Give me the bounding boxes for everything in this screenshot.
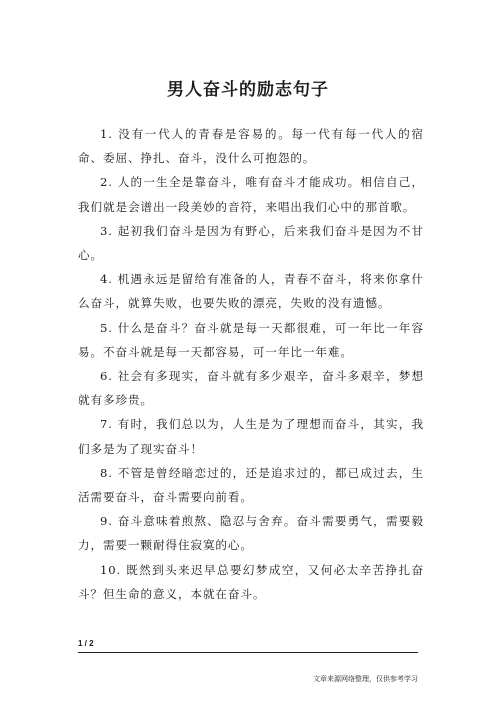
paragraph-8: 8. 不管是曾经暗恋过的，还是追求过的，都已成过去，生活需要奋斗，奋斗需要向前看。 [78, 465, 424, 505]
footer-note: 文章来源网络整理，仅供参考学习 [313, 675, 418, 683]
paragraph-7: 7. 有时，我们总以为，人生是为了理想而奋斗，其实，我们多是为了现实奋斗！ [78, 417, 424, 456]
paragraph-10: 10. 既然到头来迟早总要幻梦成空，又何必太辛苦挣扎奋斗？但生命的意义，本就在奋斗。 [78, 562, 424, 601]
paragraph-9: 9. 奋斗意味着煎熬、隐忍与舍弃。奋斗需要勇气，需要毅力，需要一颗耐得住寂寞的心。 [78, 514, 424, 553]
paragraph-1: 1. 没有一代人的青春是容易的。每一代有每一代人的宿命、委屈、挣扎、奋斗，没什么可抱怨的。 [78, 127, 424, 166]
paragraph-4: 4. 机遇永远是留给有准备的人，青春不奋斗，将来你拿什么奋斗，就算失败，也要失败的漂亮，失败的没有遗憾。 [78, 272, 424, 311]
page-title: 男人奋斗的励志句子 [167, 80, 329, 100]
paragraph-6: 6. 社会有多现实，奋斗就有多少艰辛，奋斗多艰辛，梦想就有多珍贵。 [78, 369, 424, 408]
paragraph-2: 2. 人的一生全是靠奋斗，唯有奋斗才能成功。相信自己，我们就是会谱出一段美妙的音符，来唱出我们心中的那首歌。 [78, 175, 424, 214]
paragraph-3: 3. 起初我们奋斗是因为有野心，后来我们奋斗是因为不甘心。 [78, 223, 424, 263]
footer-divider [78, 652, 418, 653]
paragraph-5: 5. 什么是奋斗？奋斗就是每一天都很难，可一年比一年容易。不奋斗就是每一天都容易，可一年比一年难。 [78, 320, 424, 359]
page-number: 1 / 2 [78, 639, 94, 648]
article-body [78, 122, 424, 606]
